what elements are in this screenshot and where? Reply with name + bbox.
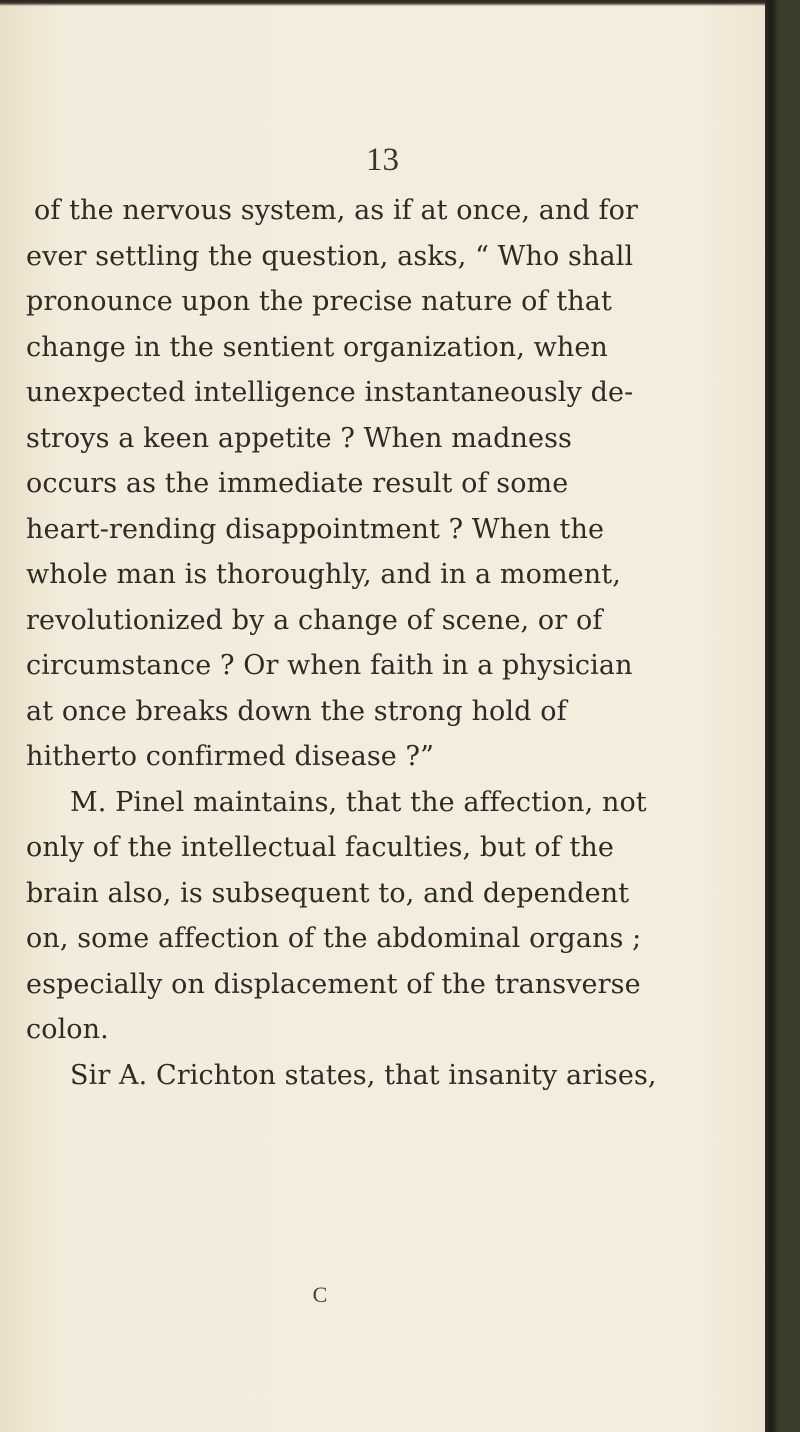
text-line: revolutionized by a change of scene, or of bbox=[26, 604, 603, 636]
text-line: unexpected intelligence instantaneously de- bbox=[26, 377, 634, 408]
paragraph-start-line: M. Pinel maintains, that the affection, not bbox=[70, 786, 647, 818]
text-line: change in the sentient organization, when bbox=[26, 331, 608, 363]
text-line: pronounce upon the precise nature of that bbox=[26, 286, 612, 317]
text-line: brain also, is subsequent to, and dependent bbox=[26, 877, 630, 909]
text-line: especially on displacement of the transverse bbox=[26, 968, 641, 1000]
text-line: whole man is thoroughly, and in a moment, bbox=[26, 559, 621, 590]
text-line: hitherto confirmed disease ?” bbox=[26, 741, 435, 772]
body-text bbox=[26, 188, 726, 1098]
page-top-edge bbox=[0, 0, 765, 6]
text-line: heart-rending disappointment ? When the bbox=[26, 513, 605, 545]
text-line: only of the intellectual faculties, but of the bbox=[26, 832, 614, 863]
text-line: colon. bbox=[26, 1014, 109, 1045]
signature-mark: C bbox=[312, 1282, 328, 1307]
binding-edge-line bbox=[777, 0, 780, 1432]
text-line: at once breaks down the strong hold of bbox=[26, 695, 567, 727]
text-line: stroys a keen appetite ? When madness bbox=[26, 422, 572, 454]
text-line: circumstance ? Or when faith in a physician bbox=[26, 650, 633, 681]
text-line: of the nervous system, as if at once, and for bbox=[34, 195, 638, 226]
text-line: on, some affection of the abdominal organs ; bbox=[26, 923, 642, 954]
page-number: 13 bbox=[366, 142, 399, 178]
paragraph-start-line: Sir A. Crichton states, that insanity arises, bbox=[70, 1059, 657, 1091]
text-line: ever settling the question, asks, “ Who shall bbox=[26, 240, 634, 272]
text-line: occurs as the immediate result of some bbox=[26, 468, 569, 499]
book-binding bbox=[765, 0, 800, 1432]
